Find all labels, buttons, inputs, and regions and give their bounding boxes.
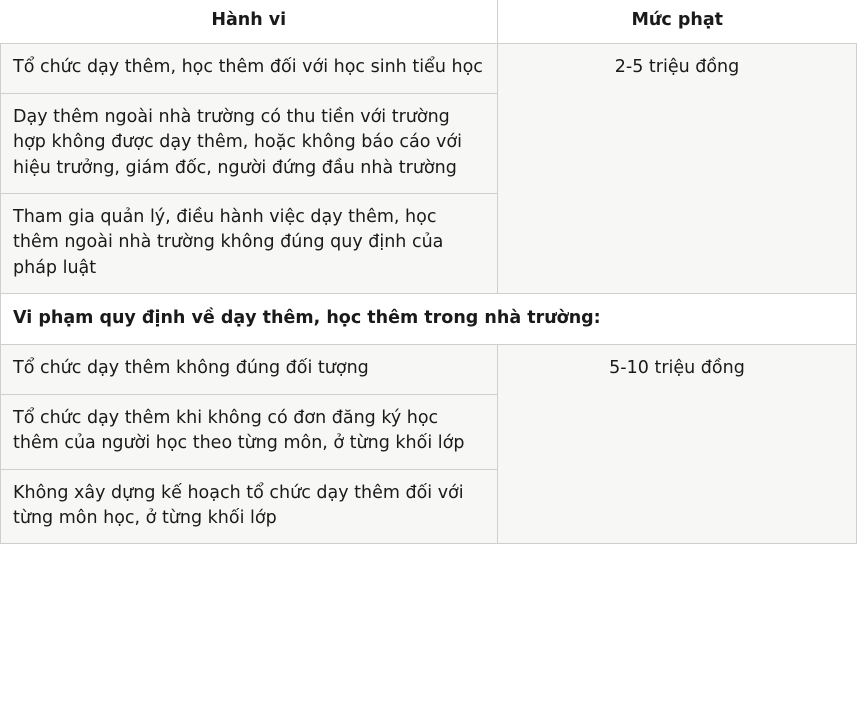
table-header [1, 0, 857, 44]
column-header-penalty: Mức phạt [498, 0, 857, 44]
table-row [1, 44, 857, 93]
behavior-cell: Tổ chức dạy thêm khi không có đơn đăng ký học thêm của người học theo từng môn, ở từng khối lớp [1, 394, 498, 469]
penalty-cell: 2-5 triệu đồng [498, 44, 857, 294]
behavior-cell: Tham gia quản lý, điều hành việc dạy thêm, học thêm ngoài nhà trường không đúng quy định của pháp luật [1, 193, 498, 293]
table-body [1, 44, 857, 544]
behavior-cell: Tổ chức dạy thêm, học thêm đối với học sinh tiểu học [1, 44, 498, 93]
behavior-cell: Không xây dựng kế hoạch tổ chức dạy thêm đối với từng môn học, ở từng khối lớp [1, 469, 498, 544]
table-header-row [1, 0, 857, 44]
table-row [1, 345, 857, 394]
table-section-row [1, 294, 857, 345]
behavior-cell: Dạy thêm ngoài nhà trường có thu tiền với trường hợp không được dạy thêm, hoặc không báo cáo với hiệu trưởng, giám đốc, người đứng đầu nhà trường [1, 93, 498, 193]
section-title: Vi phạm quy định về dạy thêm, học thêm trong nhà trường: [1, 294, 857, 345]
behavior-cell: Tổ chức dạy thêm không đúng đối tượng [1, 345, 498, 394]
column-header-behavior: Hành vi [1, 0, 498, 44]
penalty-cell: 5-10 triệu đồng [498, 345, 857, 544]
